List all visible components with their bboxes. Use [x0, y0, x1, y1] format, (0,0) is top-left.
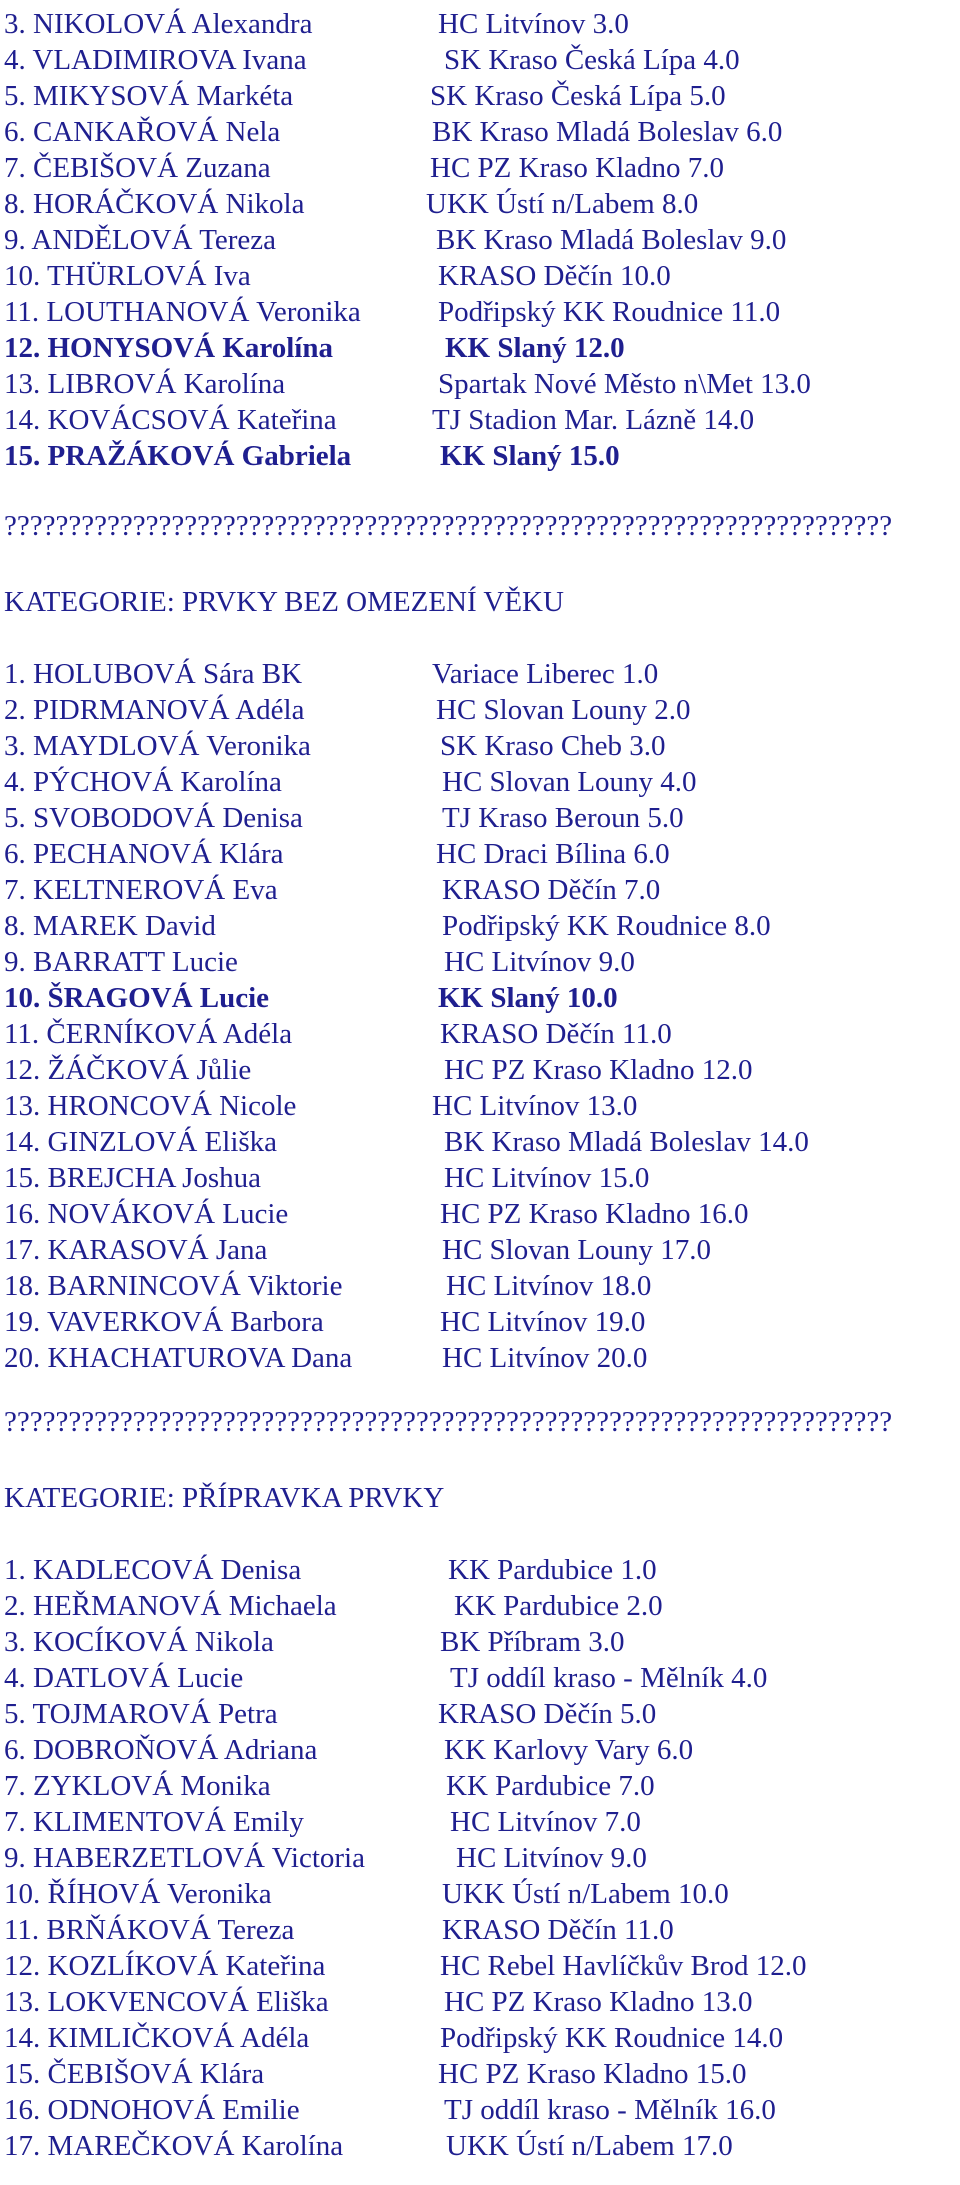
club-and-score: HC PZ Kraso Kladno 15.0 [438, 2058, 747, 2090]
club-and-score: KK Pardubice 1.0 [448, 1554, 657, 1586]
result-row [4, 2056, 954, 2092]
skater-name: 14. GINZLOVÁ Eliška [4, 1126, 278, 1158]
skater-name: 9. BARRATT Lucie [4, 946, 238, 978]
club-and-score: KK Slaný 12.0 [445, 332, 625, 364]
club-and-score: BK Kraso Mladá Boleslav 6.0 [432, 116, 783, 148]
club-and-score: TJ oddíl kraso - Mělník 4.0 [450, 1662, 768, 1694]
category-heading-prvky-bez-omezeni: KATEGORIE: PRVKY BEZ OMEZENÍ VĚKU [4, 586, 564, 618]
skater-name: 5. SVOBODOVÁ Denisa [4, 802, 303, 834]
skater-name: 1. KADLECOVÁ Denisa [4, 1554, 302, 1586]
club-and-score: BK Příbram 3.0 [440, 1626, 625, 1658]
club-and-score: HC Rebel Havlíčkův Brod 12.0 [440, 1950, 807, 1982]
club-and-score: HC PZ Kraso Kladno 12.0 [444, 1054, 753, 1086]
club-and-score: KK Slaný 10.0 [438, 982, 618, 1014]
result-row [4, 1016, 954, 1052]
skater-name: 10. ŘÍHOVÁ Veronika [4, 1878, 272, 1910]
club-and-score: KK Slaný 15.0 [440, 440, 620, 472]
result-row [4, 2020, 954, 2056]
club-and-score: HC PZ Kraso Kladno 7.0 [430, 152, 725, 184]
result-row [4, 78, 954, 114]
club-and-score: KRASO Děčín 10.0 [438, 260, 671, 292]
skater-name: 2. HEŘMANOVÁ Michaela [4, 1590, 337, 1622]
skater-name: 20. KHACHATUROVA Dana [4, 1342, 353, 1374]
result-row [4, 366, 954, 402]
result-row [4, 1696, 954, 1732]
result-row [4, 908, 954, 944]
result-row [4, 1804, 954, 1840]
club-and-score: Spartak Nové Město n\Met 13.0 [438, 368, 811, 400]
result-row [4, 258, 954, 294]
club-and-score: Variace Liberec 1.0 [432, 658, 659, 690]
skater-name: 13. HRONCOVÁ Nicole [4, 1090, 297, 1122]
skater-name: 6. CANKAŘOVÁ Nela [4, 116, 281, 148]
skater-name: 13. LOKVENCOVÁ Eliška [4, 1986, 329, 2018]
skater-name: 18. BARNINCOVÁ Viktorie [4, 1270, 343, 1302]
skater-name: 15. BREJCHA Joshua [4, 1162, 262, 1194]
skater-name: 16. ODNOHOVÁ Emilie [4, 2094, 300, 2126]
separator-line-2: ????????????????????????????????????????????????????????????????????? [4, 1406, 893, 1438]
skater-name: 6. PECHANOVÁ Klára [4, 838, 284, 870]
club-and-score: HC PZ Kraso Kladno 16.0 [440, 1198, 749, 1230]
skater-name: 2. PIDRMANOVÁ Adéla [4, 694, 305, 726]
club-and-score: TJ Kraso Beroun 5.0 [442, 802, 684, 834]
result-row [4, 330, 954, 366]
skater-name: 11. BRŇÁKOVÁ Tereza [4, 1914, 295, 1946]
club-and-score: KRASO Děčín 11.0 [442, 1914, 674, 1946]
result-row [4, 764, 954, 800]
club-and-score: HC PZ Kraso Kladno 13.0 [444, 1986, 753, 2018]
result-row [4, 872, 954, 908]
club-and-score: Podřipský KK Roudnice 8.0 [442, 910, 771, 942]
skater-name: 7. ČEBIŠOVÁ Zuzana [4, 152, 271, 184]
club-and-score: HC Litvínov 7.0 [450, 1806, 641, 1838]
result-row [4, 944, 954, 980]
club-and-score: HC Slovan Louny 17.0 [442, 1234, 712, 1266]
skater-name: 3. MAYDLOVÁ Veronika [4, 730, 311, 762]
result-row [4, 2092, 954, 2128]
result-row [4, 1232, 954, 1268]
result-row [4, 1768, 954, 1804]
skater-name: 10. ŠRAGOVÁ Lucie [4, 982, 270, 1014]
skater-name: 4. DATLOVÁ Lucie [4, 1662, 244, 1694]
skater-name: 6. DOBROŇOVÁ Adriana [4, 1734, 318, 1766]
result-row [4, 294, 954, 330]
skater-name: 8. MAREK David [4, 910, 216, 942]
skater-name: 7. KLIMENTOVÁ Emily [4, 1806, 304, 1838]
result-row [4, 980, 954, 1016]
club-and-score: KRASO Děčín 5.0 [438, 1698, 657, 1730]
club-and-score: KK Pardubice 7.0 [446, 1770, 655, 1802]
club-and-score: HC Litvínov 13.0 [432, 1090, 638, 1122]
club-and-score: KRASO Děčín 7.0 [442, 874, 661, 906]
result-row [4, 1160, 954, 1196]
club-and-score: BK Kraso Mladá Boleslav 14.0 [444, 1126, 809, 1158]
result-row [4, 438, 954, 474]
category-heading-pripravka-prvky: KATEGORIE: PŘÍPRAVKA PRVKY [4, 1482, 445, 1514]
skater-name: 11. LOUTHANOVÁ Veronika [4, 296, 361, 328]
club-and-score: HC Litvínov 9.0 [456, 1842, 647, 1874]
skater-name: 14. KOVÁCSOVÁ Kateřina [4, 404, 337, 436]
skater-name: 1. HOLUBOVÁ Sára BK [4, 658, 303, 690]
skater-name: 15. PRAŽÁKOVÁ Gabriela [4, 440, 352, 472]
result-row [4, 1088, 954, 1124]
result-row [4, 800, 954, 836]
skater-name: 4. PÝCHOVÁ Karolína [4, 766, 282, 798]
result-row [4, 1912, 954, 1948]
club-and-score: HC Litvínov 9.0 [444, 946, 635, 978]
result-row [4, 1124, 954, 1160]
result-row [4, 1660, 954, 1696]
club-and-score: Podřipský KK Roudnice 11.0 [438, 296, 781, 328]
result-row [4, 1552, 954, 1588]
skater-name: 14. KIMLIČKOVÁ Adéla [4, 2022, 310, 2054]
result-row [4, 1984, 954, 2020]
result-row [4, 692, 954, 728]
club-and-score: KK Karlovy Vary 6.0 [444, 1734, 694, 1766]
club-and-score: KRASO Děčín 11.0 [440, 1018, 672, 1050]
result-row [4, 728, 954, 764]
result-row [4, 42, 954, 78]
club-and-score: HC Litvínov 3.0 [438, 8, 629, 40]
skater-name: 15. ČEBIŠOVÁ Klára [4, 2058, 265, 2090]
club-and-score: Podřipský KK Roudnice 14.0 [440, 2022, 784, 2054]
result-row [4, 836, 954, 872]
skater-name: 11. ČERNÍKOVÁ Adéla [4, 1018, 293, 1050]
result-row [4, 1052, 954, 1088]
results-list-section-3 [4, 1552, 954, 2164]
skater-name: 12. KOZLÍKOVÁ Kateřina [4, 1950, 326, 1982]
skater-name: 19. VAVERKOVÁ Barbora [4, 1306, 324, 1338]
club-and-score: UKK Ústí n/Labem 8.0 [426, 188, 699, 220]
result-row [4, 1840, 954, 1876]
club-and-score: SK Kraso Česká Lípa 4.0 [444, 44, 740, 76]
club-and-score: HC Litvínov 15.0 [444, 1162, 650, 1194]
club-and-score: SK Kraso Česká Lípa 5.0 [430, 80, 726, 112]
results-list-section-2 [4, 656, 954, 1376]
result-row [4, 1268, 954, 1304]
skater-name: 3. NIKOLOVÁ Alexandra [4, 8, 313, 40]
club-and-score: HC Litvínov 18.0 [446, 1270, 652, 1302]
skater-name: 17. MAREČKOVÁ Karolína [4, 2130, 344, 2162]
result-row [4, 186, 954, 222]
result-row [4, 6, 954, 42]
skater-name: 5. MIKYSOVÁ Markéta [4, 80, 294, 112]
club-and-score: TJ oddíl kraso - Mělník 16.0 [444, 2094, 776, 2126]
club-and-score: SK Kraso Cheb 3.0 [440, 730, 666, 762]
club-and-score: UKK Ústí n/Labem 10.0 [442, 1878, 729, 1910]
skater-name: 12. ŽÁČKOVÁ Jůlie [4, 1054, 252, 1086]
club-and-score: BK Kraso Mladá Boleslav 9.0 [436, 224, 787, 256]
skater-name: 7. KELTNEROVÁ Eva [4, 874, 278, 906]
skater-name: 4. VLADIMIROVA Ivana [4, 44, 307, 76]
result-row [4, 1196, 954, 1232]
skater-name: 5. TOJMAROVÁ Petra [4, 1698, 278, 1730]
skater-name: 13. LIBROVÁ Karolína [4, 368, 286, 400]
result-row [4, 2128, 954, 2164]
result-row [4, 656, 954, 692]
club-and-score: KK Pardubice 2.0 [454, 1590, 663, 1622]
skater-name: 7. ZYKLOVÁ Monika [4, 1770, 271, 1802]
cut-off-next-line [30, 2168, 230, 2185]
result-row [4, 1876, 954, 1912]
skater-name: 9. HABERZETLOVÁ Victoria [4, 1842, 365, 1874]
results-list-section-1 [4, 6, 954, 474]
skater-name: 8. HORÁČKOVÁ Nikola [4, 188, 305, 220]
separator-line-1: ????????????????????????????????????????????????????????????????????? [4, 510, 893, 542]
result-row [4, 1948, 954, 1984]
result-row [4, 402, 954, 438]
result-row [4, 114, 954, 150]
club-and-score: HC Litvínov 19.0 [440, 1306, 646, 1338]
skater-name: 9. ANDĚLOVÁ Tereza [4, 224, 277, 256]
club-and-score: HC Slovan Louny 4.0 [442, 766, 697, 798]
skater-name: 3. KOCÍKOVÁ Nikola [4, 1626, 274, 1658]
result-row [4, 1340, 954, 1376]
result-row [4, 1588, 954, 1624]
skater-name: 17. KARASOVÁ Jana [4, 1234, 268, 1266]
result-row [4, 222, 954, 258]
club-and-score: UKK Ústí n/Labem 17.0 [446, 2130, 733, 2162]
club-and-score: HC Litvínov 20.0 [442, 1342, 648, 1374]
club-and-score: TJ Stadion Mar. Lázně 14.0 [432, 404, 755, 436]
result-row [4, 1624, 954, 1660]
skater-name: 12. HONYSOVÁ Karolína [4, 332, 333, 364]
skater-name: 16. NOVÁKOVÁ Lucie [4, 1198, 289, 1230]
result-row [4, 1732, 954, 1768]
result-row [4, 1304, 954, 1340]
skater-name: 10. THÜRLOVÁ Iva [4, 260, 251, 292]
club-and-score: HC Slovan Louny 2.0 [436, 694, 691, 726]
result-row [4, 150, 954, 186]
club-and-score: HC Draci Bílina 6.0 [436, 838, 670, 870]
